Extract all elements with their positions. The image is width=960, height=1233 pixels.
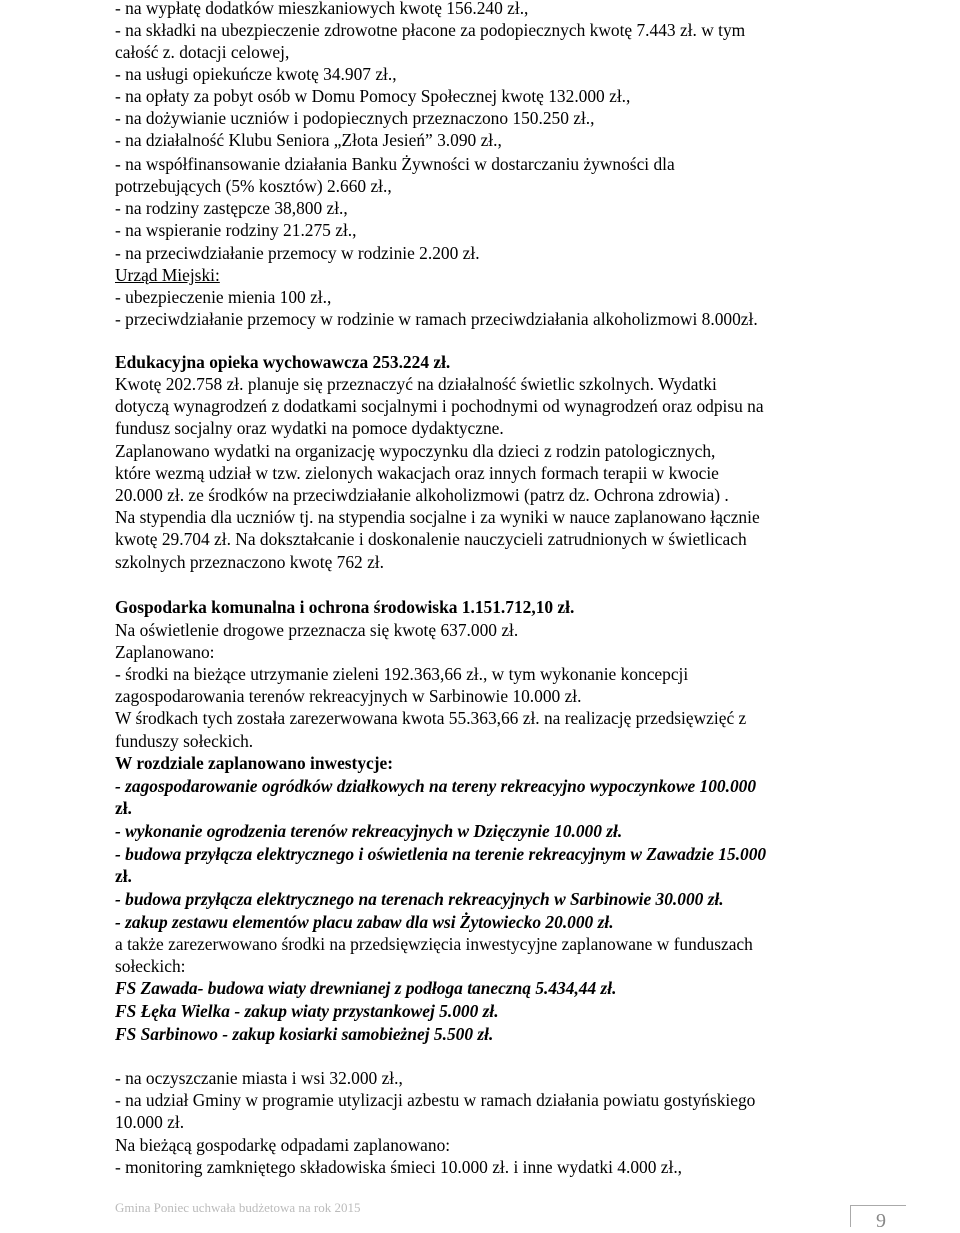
investment-line: - budowa przyłącza elektrycznego i oświetlenia na terenie rekreacyjnym w Zawadzie 15.000	[115, 844, 767, 864]
text-line: - na wspieranie rodziny 21.275 zł.,	[115, 220, 357, 240]
text-line: Na stypendia dla uczniów tj. na stypendia socjalne i za wyniki w nauce zaplanowano łącznie	[115, 507, 760, 527]
text-line: które wezmą udział w tzw. zielonych wakacjach oraz innych formach terapii w kwocie	[115, 463, 719, 483]
text-line: - monitoring zamkniętego składowiska śmieci 10.000 zł. i inne wydatki 4.000 zł.,	[115, 1157, 683, 1177]
investment-line: - zagospodarowanie ogródków działkowych na tereny rekreacyjno wypoczynkowe 100.000	[115, 776, 757, 796]
page-number: 9	[876, 1210, 886, 1232]
investment-line: zł.	[115, 866, 132, 886]
fund-line: FS Łęka Wielka - zakup wiaty przystankowej 5.000 zł.	[115, 1001, 499, 1021]
text-line: całość z. dotacji celowej,	[115, 42, 290, 62]
fund-line: FS Zawada- budowa wiaty drewnianej z podłoga taneczną 5.434,44 zł.	[115, 978, 617, 998]
text-line: 10.000 zł.	[115, 1112, 185, 1132]
text-line: Zaplanowano:	[115, 642, 215, 662]
page-number-box	[850, 1205, 906, 1232]
section-heading-edukacyjna-opieka: Edukacyjna opieka wychowawcza 253.224 zł.	[115, 352, 451, 372]
text-line: - na rodziny zastępcze 38,800 zł.,	[115, 198, 348, 218]
text-line: kwotę 29.704 zł. Na dokształcanie i doskonalenie nauczycieli zatrudnionych w świetlicach	[115, 529, 747, 549]
text-line: potrzebujących (5% kosztów) 2.660 zł.,	[115, 176, 392, 196]
text-line: sołeckich:	[115, 956, 186, 976]
text-line: W środkach tych została zarezerwowana kwota 55.363,66 zł. na realizację przedsięwzięć z	[115, 708, 747, 728]
text-line: a także zarezerwowano środki na przedsięwzięcia inwestycyjne zaplanowane w funduszach	[115, 934, 753, 954]
text-line: - na współfinansowanie działania Banku Żywności w dostarczaniu żywności dla	[115, 154, 675, 174]
text-line: zagospodarowania terenów rekreacyjnych w Sarbinowie 10.000 zł.	[115, 686, 582, 706]
investment-line: zł.	[115, 798, 132, 818]
fund-line: FS Sarbinowo - zakup kosiarki samobieżnej 5.500 zł.	[115, 1024, 494, 1044]
page-footer: Gmina Poniec uchwała budżetowa na rok 2015	[115, 1200, 361, 1215]
section-heading-gospodarka-komunalna: Gospodarka komunalna i ochrona środowiska 1.151.712,10 zł.	[115, 597, 575, 617]
text-line: Kwotę 202.758 zł. planuje się przeznaczyć na działalność świetlic szkolnych. Wydatki	[115, 374, 717, 394]
investment-line: - wykonanie ogrodzenia terenów rekreacyjnych w Dzięczynie 10.000 zł.	[115, 821, 623, 841]
text-line: 20.000 zł. ze środków na przeciwdziałanie alkoholizmowi (patrz dz. Ochrona zdrowia) .	[115, 485, 729, 505]
text-line: - na oczyszczanie miasta i wsi 32.000 zł.,	[115, 1068, 403, 1088]
investment-line: - budowa przyłącza elektrycznego na terenach rekreacyjnych w Sarbinowie 30.000 zł.	[115, 889, 724, 909]
text-line: - ubezpieczenie mienia 100 zł.,	[115, 287, 332, 307]
investment-line: - zakup zestawu elementów placu zabaw dla wsi Żytowiecko 20.000 zł.	[115, 912, 614, 932]
text-line: funduszy sołeckich.	[115, 731, 254, 751]
text-line: Na oświetlenie drogowe przeznacza się kwotę 637.000 zł.	[115, 620, 519, 640]
text-line: dotyczą wynagrodzeń z dodatkami socjalnymi i pochodnymi od wynagrodzeń oraz odpisu na	[115, 396, 764, 416]
text-line: - na opłaty za pobyt osób w Domu Pomocy Społecznej kwotę 132.000 zł.,	[115, 86, 631, 106]
text-line: - na składki na ubezpieczenie zdrowotne płacone za podopiecznych kwotę 7.443 zł. w tym	[115, 20, 746, 40]
text-line: - na dożywianie uczniów i podopiecznych przeznaczono 150.250 zł.,	[115, 108, 595, 128]
text-line: Na bieżącą gospodarkę odpadami zaplanowano:	[115, 1135, 451, 1155]
text-line: - na działalność Klubu Seniora „Złota Jesień” 3.090 zł.,	[115, 130, 502, 150]
text-line: fundusz socjalny oraz wydatki na pomoce dydaktyczne.	[115, 418, 504, 438]
section-heading-urzad-miejski: Urząd Miejski:	[115, 265, 220, 285]
text-line: - przeciwdziałanie przemocy w rodzinie w ramach przeciwdziałania alkoholizmowi 8.000zł.	[115, 309, 758, 329]
text-line: - na wypłatę dodatków mieszkaniowych kwotę 156.240 zł.,	[115, 0, 529, 18]
text-line: - na przeciwdziałanie przemocy w rodzinie 2.200 zł.	[115, 243, 480, 263]
text-line: Zaplanowano wydatki na organizację wypoczynku dla dzieci z rodzin patologicznych,	[115, 441, 716, 461]
text-line: - na usługi opiekuńcze kwotę 34.907 zł.,	[115, 64, 397, 84]
text-line: - środki na bieżące utrzymanie zieleni 192.363,66 zł., w tym wykonanie koncepcji	[115, 664, 689, 684]
text-line: szkolnych przeznaczono kwotę 762 zł.	[115, 552, 384, 572]
investments-heading: W rozdziale zaplanowano inwestycje:	[115, 753, 394, 773]
text-line: - na udział Gminy w programie utylizacji azbestu w ramach działania powiatu gostyńskiego	[115, 1090, 756, 1110]
